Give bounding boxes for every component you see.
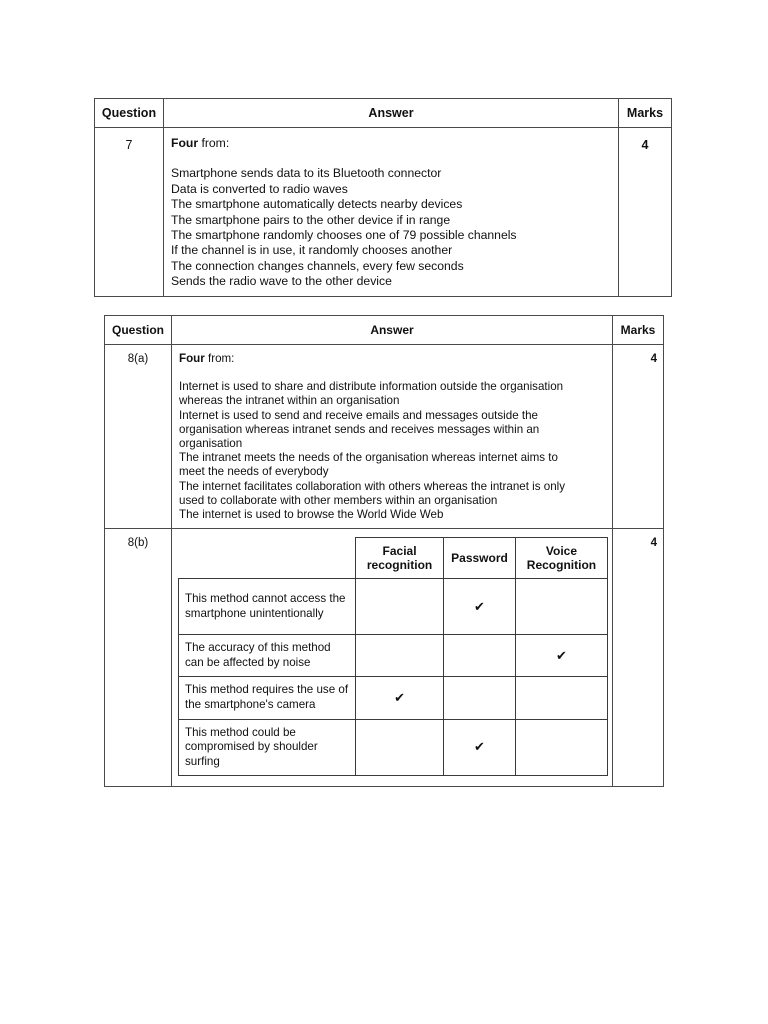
column-label: Password [451, 551, 508, 566]
header-row [95, 99, 672, 128]
lead-bold: Four [171, 136, 199, 150]
answer-line: Internet is used to share and distribute information outside the organisation [179, 380, 564, 394]
question-header: Question [95, 99, 164, 128]
question-number: 8(b) [105, 529, 172, 787]
answer-line: used to collaborate with other members within an organisation [179, 493, 498, 507]
answer-point: Data is converted to radio waves [171, 181, 348, 196]
answer-header: Answer [164, 99, 619, 128]
column-facial-recognition [356, 538, 444, 579]
question-row [95, 128, 672, 297]
statement: This method requires the use of the smartphone's camera [179, 677, 356, 719]
answer-point: Sends the radio wave to the other device [171, 274, 392, 289]
check-icon [444, 677, 516, 719]
column-label: Recognition [526, 558, 597, 573]
answer-header: Answer [172, 316, 613, 345]
answer-line: whereas the intranet within an organisation [179, 394, 400, 408]
check-icon [356, 719, 444, 776]
question-number: 8(a) [105, 345, 172, 529]
marks-value: 4 [613, 345, 664, 529]
check-icon: ✔ [356, 677, 444, 719]
blank-corner [179, 538, 356, 579]
method-row [179, 677, 608, 719]
method-row [179, 579, 608, 635]
answer-point: The connection changes channels, every few seconds [171, 258, 464, 273]
statement: This method could be compromised by shoulder surfing [179, 719, 356, 776]
check-icon: ✔ [444, 579, 516, 635]
column-password [444, 538, 516, 579]
answer-point: The smartphone randomly chooses one of 79 possible channels [171, 228, 517, 243]
mark-scheme-table-q7 [94, 98, 672, 297]
answer-cell [172, 529, 613, 787]
column-label: Facial [382, 544, 417, 559]
mark-scheme-table-q8 [104, 315, 664, 787]
method-row [179, 635, 608, 677]
check-icon [515, 719, 607, 776]
answer-line: The internet is used to browse the World Wide Web [179, 508, 444, 522]
check-icon [356, 635, 444, 677]
answer-cell [164, 128, 619, 297]
question-row-8a [105, 345, 664, 529]
marks-value: 4 [613, 529, 664, 787]
answer-lead [171, 136, 612, 151]
answer-line: organisation [179, 437, 243, 451]
lead-rest: from: [204, 352, 235, 365]
check-icon [356, 579, 444, 635]
answer-line: The intranet meets the needs of the organisation whereas internet aims to [179, 451, 558, 465]
header-row [105, 316, 664, 345]
answer-point: If the channel is in use, it randomly chooses another [171, 243, 453, 258]
marks-header: Marks [619, 99, 672, 128]
check-icon [444, 635, 516, 677]
lead-bold: Four [179, 352, 205, 365]
method-row [179, 719, 608, 776]
method-grid [178, 537, 608, 776]
question-row-8b [105, 529, 664, 787]
column-label: recognition [366, 558, 433, 573]
column-voice-recognition [515, 538, 607, 579]
answer-point: The smartphone pairs to the other device if in range [171, 212, 451, 227]
lead-rest: from: [198, 136, 230, 150]
answer-point: The smartphone automatically detects nearby devices [171, 197, 463, 212]
answer-cell [172, 345, 613, 529]
check-icon: ✔ [444, 719, 516, 776]
check-icon [515, 677, 607, 719]
method-header-row [179, 538, 608, 579]
column-label: Voice [545, 544, 578, 559]
answer-line: Internet is used to send and receive emails and messages outside the [179, 408, 538, 422]
statement: The accuracy of this method can be affected by noise [179, 635, 356, 677]
check-icon: ✔ [515, 635, 607, 677]
question-header: Question [105, 316, 172, 345]
answer-point: Smartphone sends data to its Bluetooth connector [171, 166, 442, 181]
question-number: 7 [95, 128, 164, 297]
statement: This method cannot access the smartphone unintentionally [179, 579, 356, 635]
check-icon [515, 579, 607, 635]
answer-lead [179, 352, 606, 366]
answer-line: organisation whereas intranet sends and receives messages within an [179, 422, 540, 436]
answer-line: meet the needs of everybody [179, 465, 329, 479]
marks-value: 4 [619, 128, 672, 297]
marks-header: Marks [613, 316, 664, 345]
answer-line: The internet facilitates collaboration with others whereas the intranet is only [179, 479, 566, 493]
